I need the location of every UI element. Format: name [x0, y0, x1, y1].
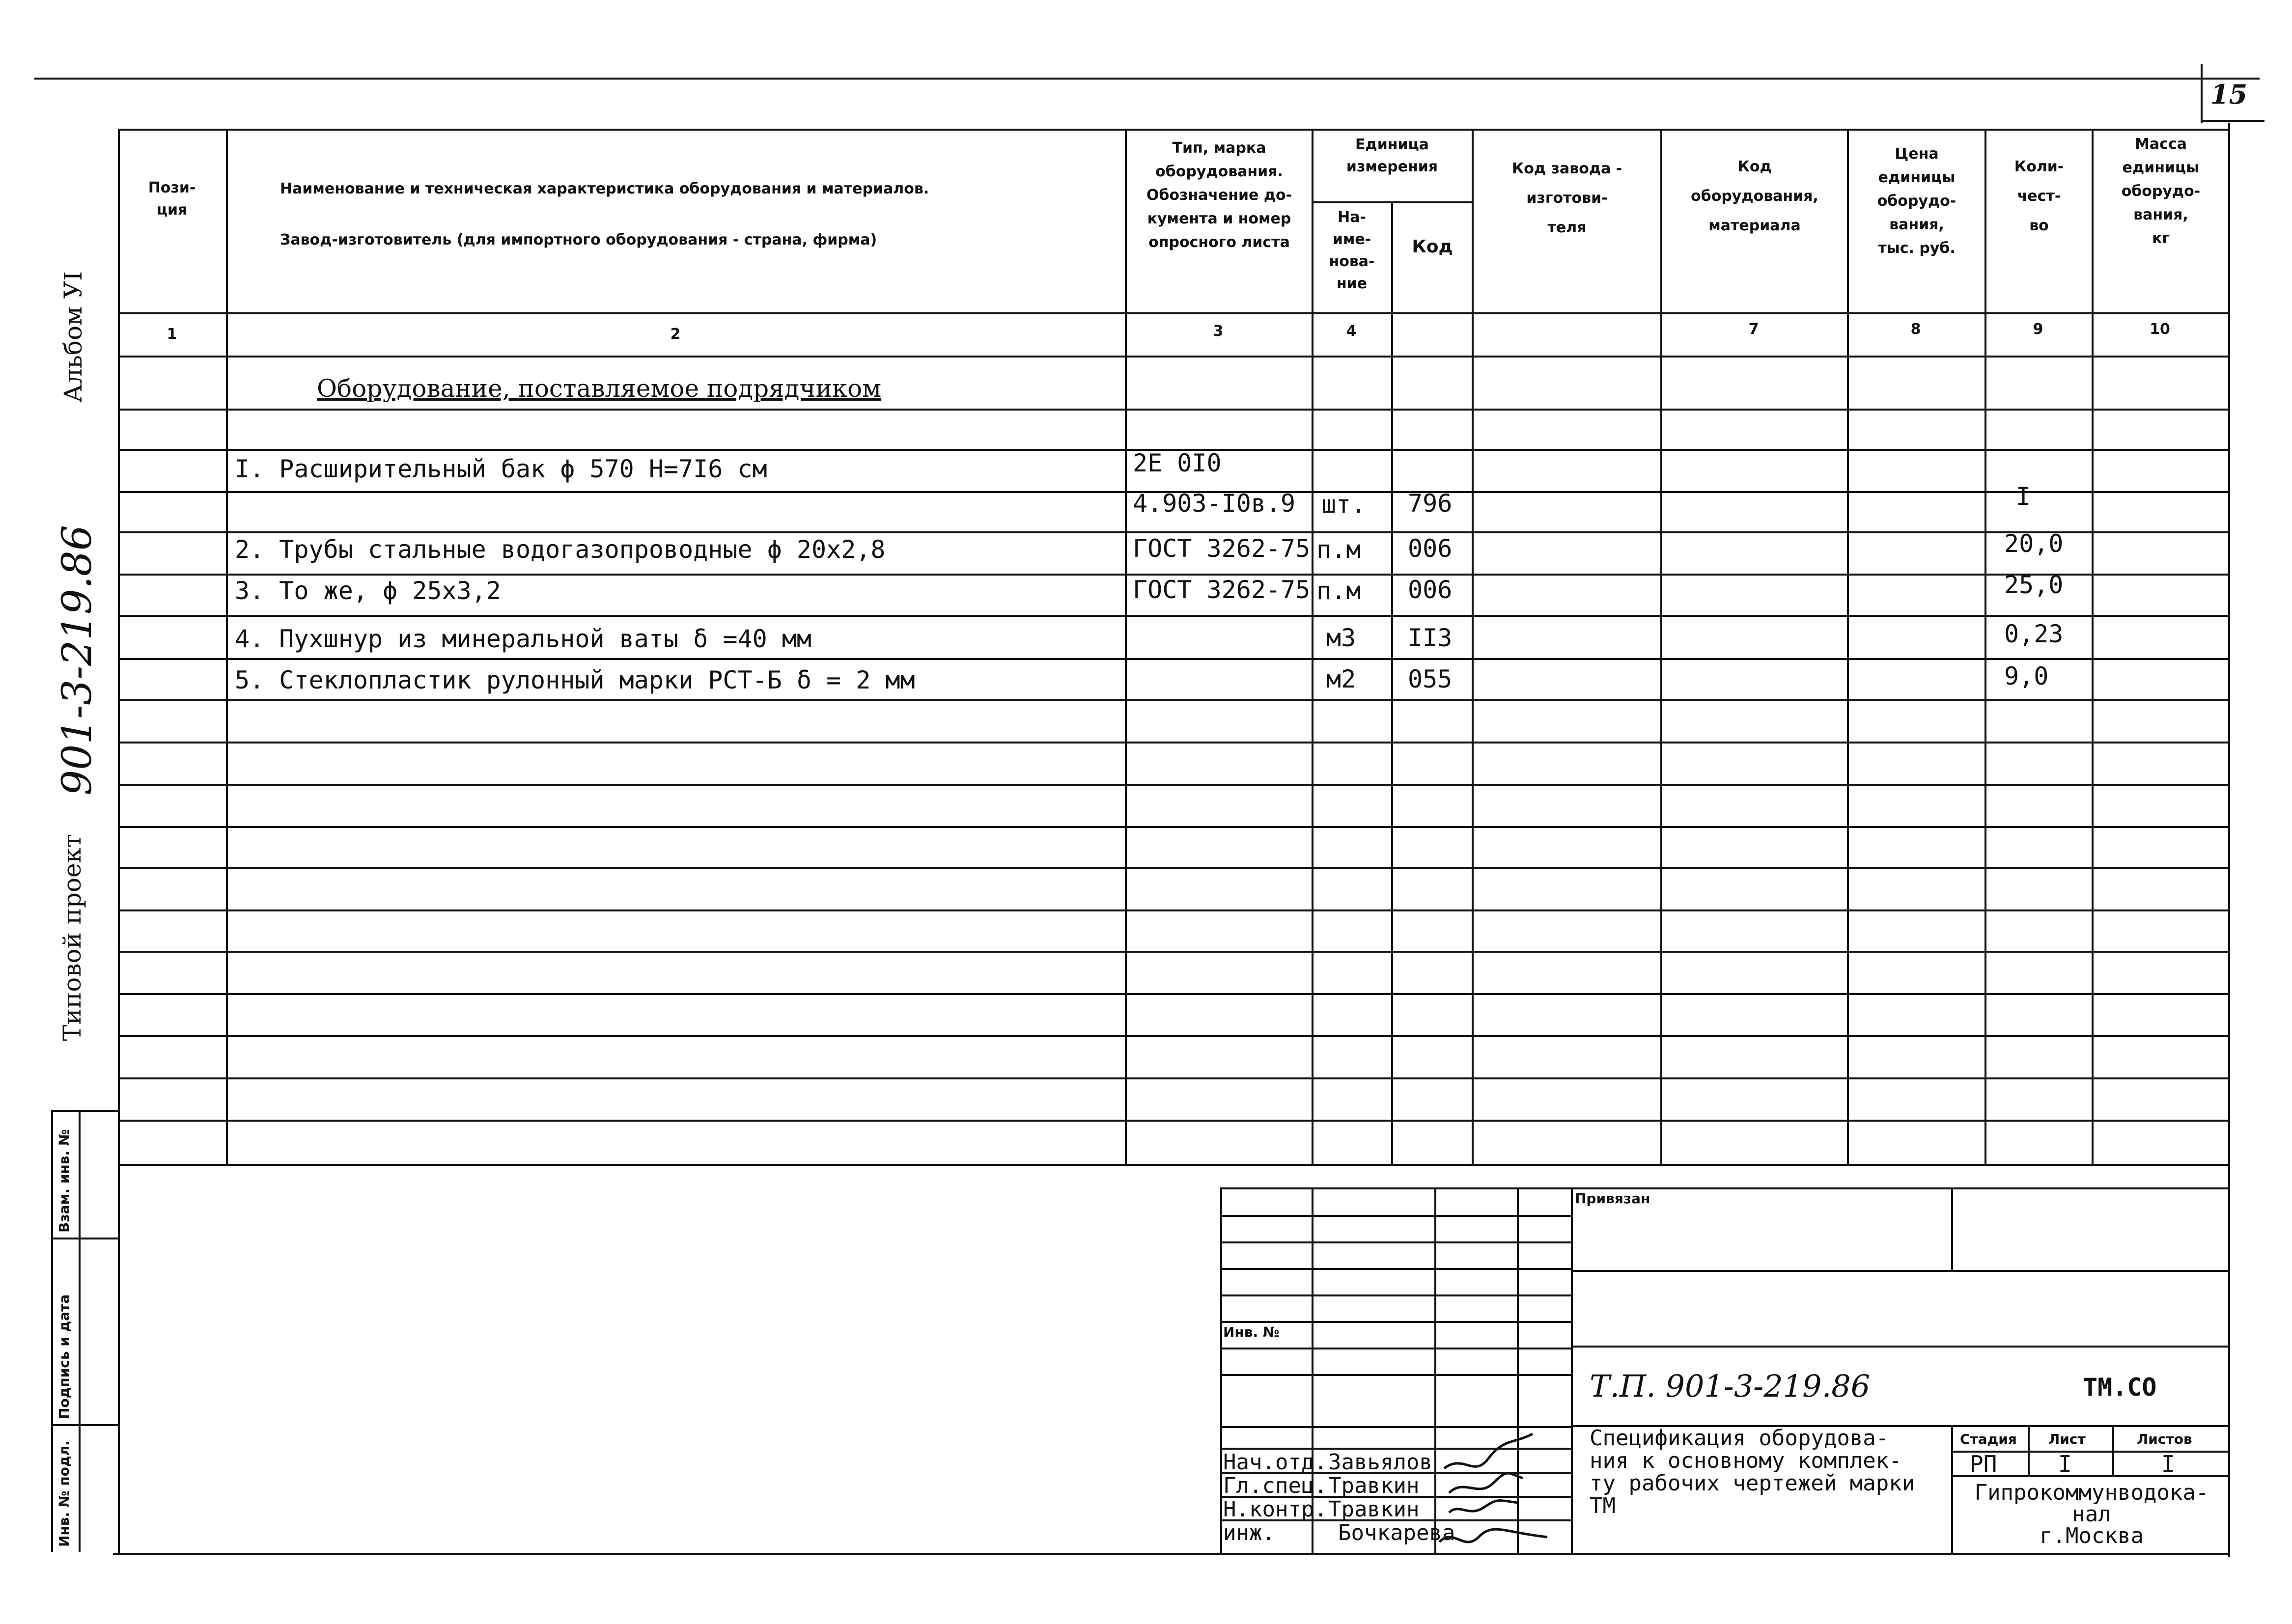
row-3-unit: п.м — [1316, 535, 1361, 564]
row-4-unit: п.м — [1316, 577, 1361, 605]
row-1-name: I. Расширительный бак ϕ 570 Н=7I6 см — [235, 455, 767, 483]
header-factory-code: Код завода - изготови- теля — [1511, 160, 1622, 236]
row-2-qty: I — [2016, 482, 2031, 511]
row-3-qty: 20,0 — [2004, 529, 2064, 558]
row-2-type: 4.903-I0в.9 — [1133, 489, 1296, 518]
header-unit-group: Единица измерения — [1346, 136, 1438, 175]
row-6-unit: м2 — [1326, 665, 1356, 693]
signer-3-role: Н.контр. — [1223, 1497, 1327, 1522]
side-project-label: Типовой проект — [58, 834, 86, 1041]
row-3-name: 2. Трубы стальные водогазопроводные ϕ 20х2,8 — [235, 535, 886, 564]
signatures-graphic — [1434, 1414, 1582, 1562]
inv-no-label: Инв. № — [1223, 1324, 1280, 1340]
header-unit-name: На- име- нова- ние — [1329, 209, 1375, 292]
row-4-qty: 25,0 — [2004, 571, 2064, 599]
row-4-type: ГОСТ 3262-75 — [1133, 576, 1311, 604]
colnum-1: 1 — [167, 326, 177, 343]
row-3-type: ГОСТ 3262-75 — [1133, 534, 1311, 563]
stage-label: Стадия — [1960, 1431, 2017, 1447]
colnum-4: 4 — [1346, 323, 1357, 340]
row-1-type: 2Е 0I0 — [1133, 449, 1222, 477]
signer-2-name: Травкин — [1328, 1473, 1420, 1498]
sheets-label: Листов — [2137, 1431, 2192, 1447]
stage-value: РП — [1970, 1451, 1997, 1477]
signer-1-name: Завьялов — [1328, 1450, 1432, 1475]
row-5-code: II3 — [1408, 624, 1453, 652]
row-4-name: 3. То же, ϕ 25х3,2 — [235, 577, 501, 605]
signer-1-role: Нач.отд. — [1223, 1450, 1327, 1475]
colnum-10: 10 — [2150, 321, 2170, 338]
colnum-3: 3 — [1213, 323, 1224, 340]
header-unit-code: Код — [1412, 237, 1453, 257]
colnum-2: 2 — [670, 326, 681, 343]
row-5-name: 4. Пухшнур из минеральной ваты δ =40 мм — [235, 625, 811, 653]
colnum-7: 7 — [1748, 321, 1759, 338]
row-6-name: 5. Стеклопластик рулонный марки РСТ-Б δ = 2 мм — [235, 666, 915, 694]
header-equip-code: Код оборудования, материала — [1691, 158, 1818, 234]
signer-4-role: инж. — [1223, 1520, 1275, 1545]
vzam-inv-label: Взам. инв. № — [56, 1129, 72, 1233]
row-5-qty: 0,23 — [2004, 620, 2064, 648]
header-mass: Масса единицы оборудо- вания, кг — [2121, 136, 2201, 247]
row-6-code: 055 — [1408, 665, 1453, 693]
row-4-code: 006 — [1408, 576, 1453, 604]
row-5-unit: м3 — [1326, 624, 1356, 652]
sheets-value: I — [2161, 1451, 2175, 1477]
header-name-2: Завод-изготовитель (для импортного оборудования - страна, фирма) — [280, 231, 877, 248]
row-2-unit: шт. — [1321, 490, 1366, 519]
section-title: Оборудование, поставляемое подрядчиком — [317, 374, 882, 403]
colnum-9: 9 — [2033, 321, 2043, 338]
podpis-data-label: Подпись и дата — [56, 1294, 72, 1419]
row-2-code: 796 — [1408, 489, 1453, 518]
privyazan-label: Привязан — [1575, 1190, 1650, 1207]
sheet-value: I — [2058, 1451, 2072, 1477]
header-price: Цена единицы оборудо- вания, тыс. руб. — [1877, 145, 1957, 257]
album-label: Альбом УI — [59, 271, 87, 403]
inv-podl-label: Инв. № подл. — [56, 1440, 72, 1547]
header-type: Тип, марка оборудования. Обозначение до- кумента и номер опросного листа — [1146, 139, 1292, 251]
side-project-code: 901-3-219.86 — [54, 524, 101, 796]
header-name-1: Наименование и техническая характеристика оборудования и материалов. — [280, 180, 929, 197]
row-3-code: 006 — [1408, 534, 1453, 563]
signer-3-name: Травкин — [1328, 1497, 1420, 1522]
colnum-8: 8 — [1910, 321, 1921, 338]
sheet-label: Лист — [2048, 1431, 2086, 1447]
org-name: Гипрокоммунводока- нал г.Москва — [1974, 1480, 2209, 1548]
signer-2-role: Гл.спец. — [1223, 1473, 1327, 1498]
sheet-number: 15 — [2210, 79, 2248, 110]
header-pos: Пози- ция — [148, 179, 196, 219]
doc-mark: ТМ.СО — [2083, 1373, 2157, 1402]
header-qty: Коли- чест- во — [2014, 158, 2064, 234]
doc-description: Спецификация оборудова- ния к основному комплек- ту рабочих чертежей марки ТМ — [1590, 1426, 1915, 1518]
row-6-qty: 9,0 — [2004, 662, 2049, 690]
doc-code: Т.П. 901-3-219.86 — [1590, 1368, 1871, 1404]
signer-4-name: Бочкарева — [1338, 1520, 1455, 1545]
